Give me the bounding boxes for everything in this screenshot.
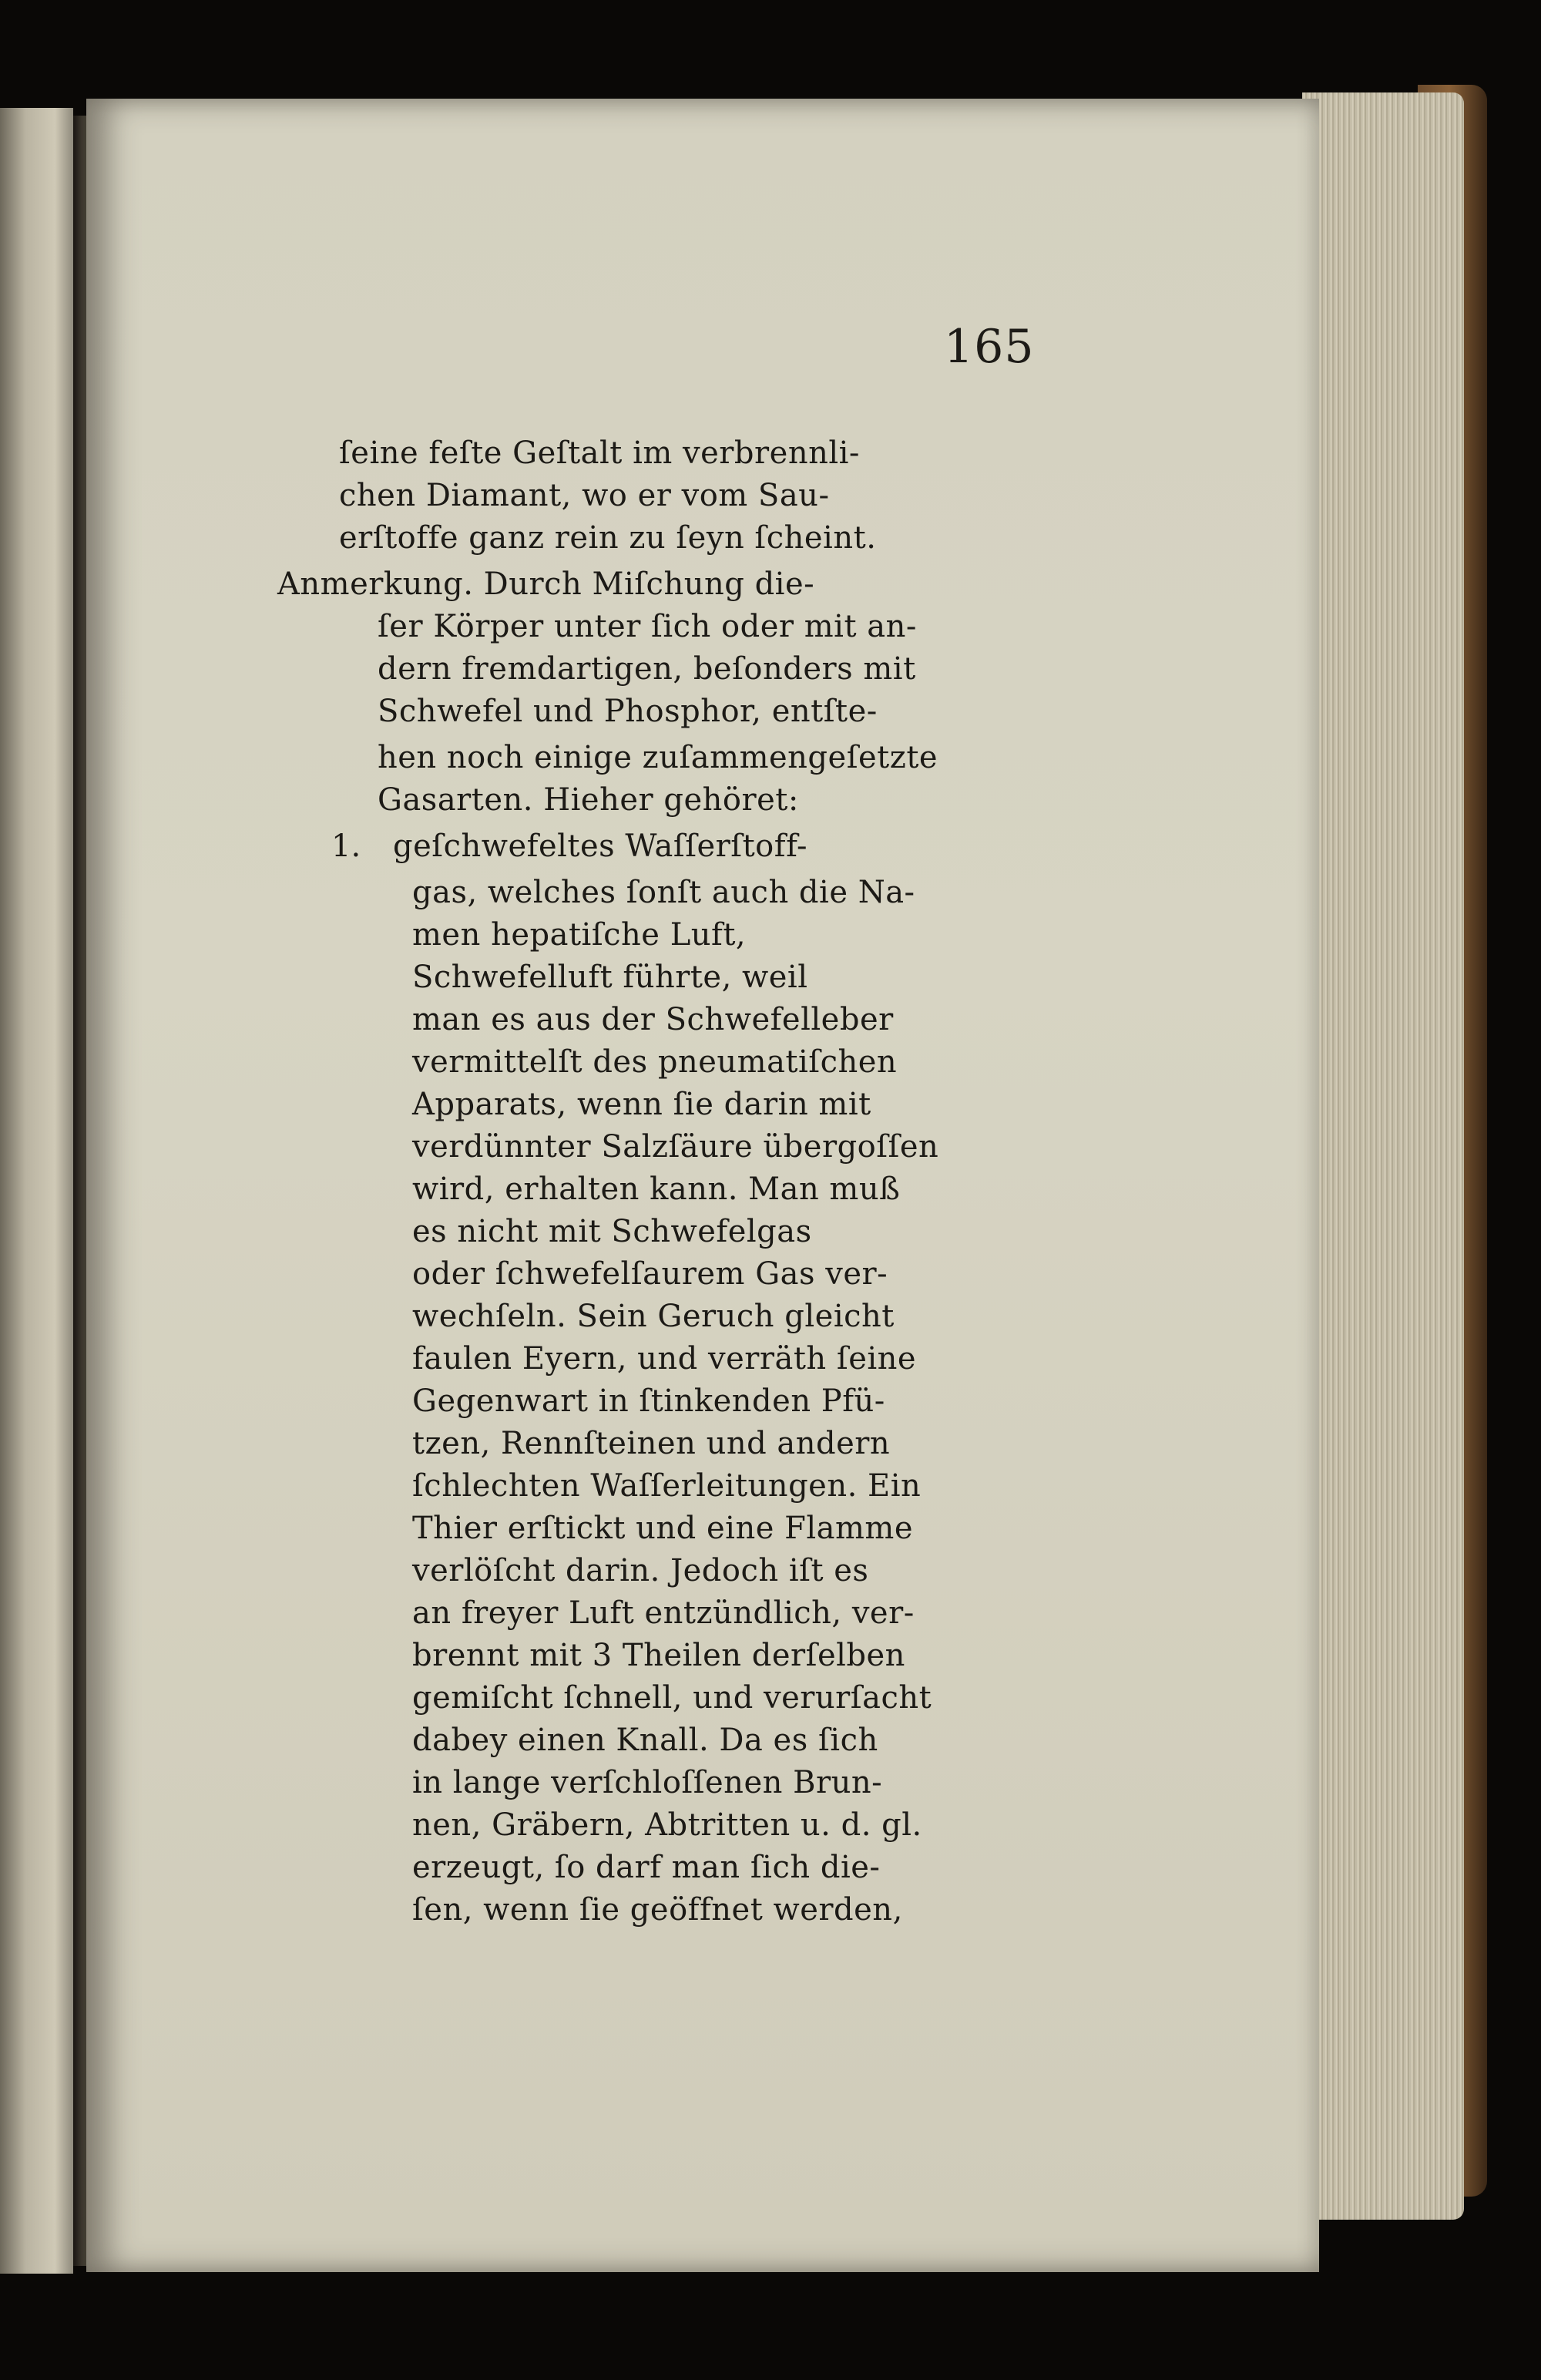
text-line: Gegenwart in ſtinkenden Pfü-: [412, 1383, 885, 1419]
text-line: dabey einen Knall. Da es ſich: [412, 1723, 878, 1758]
text-line: brennt mit 3 Theilen derſelben: [412, 1638, 905, 1673]
text-line: man es aus der Schwefelleber: [412, 1002, 894, 1037]
text-line: men hepatiſche Luft,: [412, 917, 747, 953]
text-line: wechſeln. Sein Geruch gleicht: [412, 1299, 895, 1334]
text-line: Schwefel und Phosphor, entſte-: [378, 694, 878, 729]
text-line: tzen, Rennſteinen und andern: [412, 1426, 891, 1461]
list-number: 1.: [331, 829, 361, 864]
text-line: ſchlechten Waſſerleitungen. Ein: [412, 1468, 922, 1504]
text-line: Apparats, wenn ſie darin mit: [412, 1087, 871, 1122]
text-line: es nicht mit Schwefelgas: [412, 1214, 812, 1249]
text-line: Gasarten. Hieher gehöret:: [378, 782, 799, 818]
text-line: dern fremdartigen, beſonders mit: [378, 651, 916, 687]
text-line: oder ſchwefelſaurem Gas ver-: [412, 1256, 888, 1292]
text-line: an freyer Luft entzündlich, ver-: [412, 1595, 915, 1631]
text-line: in lange verſchloſſenen Brun-: [412, 1765, 883, 1800]
text-line: chen Diamant, wo er vom Sau-: [339, 478, 830, 513]
text-line: ſer Körper unter ſich oder mit an-: [378, 609, 917, 644]
text-line: faulen Eyern, und verräth ſeine: [412, 1341, 917, 1377]
text-line: verlöſcht darin. Jedoch iſt es: [412, 1553, 869, 1588]
text-line: gas, welches ſonſt auch die Na-: [412, 875, 915, 910]
text-line: hen noch einige zuſammengeſetzte: [378, 740, 938, 775]
page-stack-edges: [1302, 92, 1464, 2220]
text-line: ſen, wenn ſie geöffnet werden,: [412, 1892, 903, 1928]
text-line: Anmerkung. Durch Miſchung die-: [277, 566, 815, 602]
text-line: verdünnter Salzſäure übergoſſen: [412, 1129, 939, 1165]
text-line: geſchwefeltes Waſſerſtoff-: [393, 829, 807, 864]
text-line: erzeugt, ſo darf man ſich die-: [412, 1850, 881, 1885]
previous-page-edge: [0, 108, 73, 2274]
page-number: 165: [944, 320, 1035, 374]
text-line: nen, Gräbern, Abtritten u. d. gl.: [412, 1807, 922, 1843]
text-line: gemiſcht ſchnell, und verurſacht: [412, 1680, 932, 1716]
text-line: Schwefelluft führte, weil: [412, 960, 808, 995]
text-line: erſtoffe ganz rein zu ſeyn ſcheint.: [339, 520, 877, 556]
text-line: wird, erhalten kann. Man muß: [412, 1172, 901, 1207]
text-line: vermittelſt des pneumatiſchen: [412, 1044, 898, 1080]
text-line: Thier erſtickt und eine Flamme: [412, 1511, 914, 1546]
text-line: ſeine feſte Geſtalt im verbrennli-: [339, 435, 860, 471]
